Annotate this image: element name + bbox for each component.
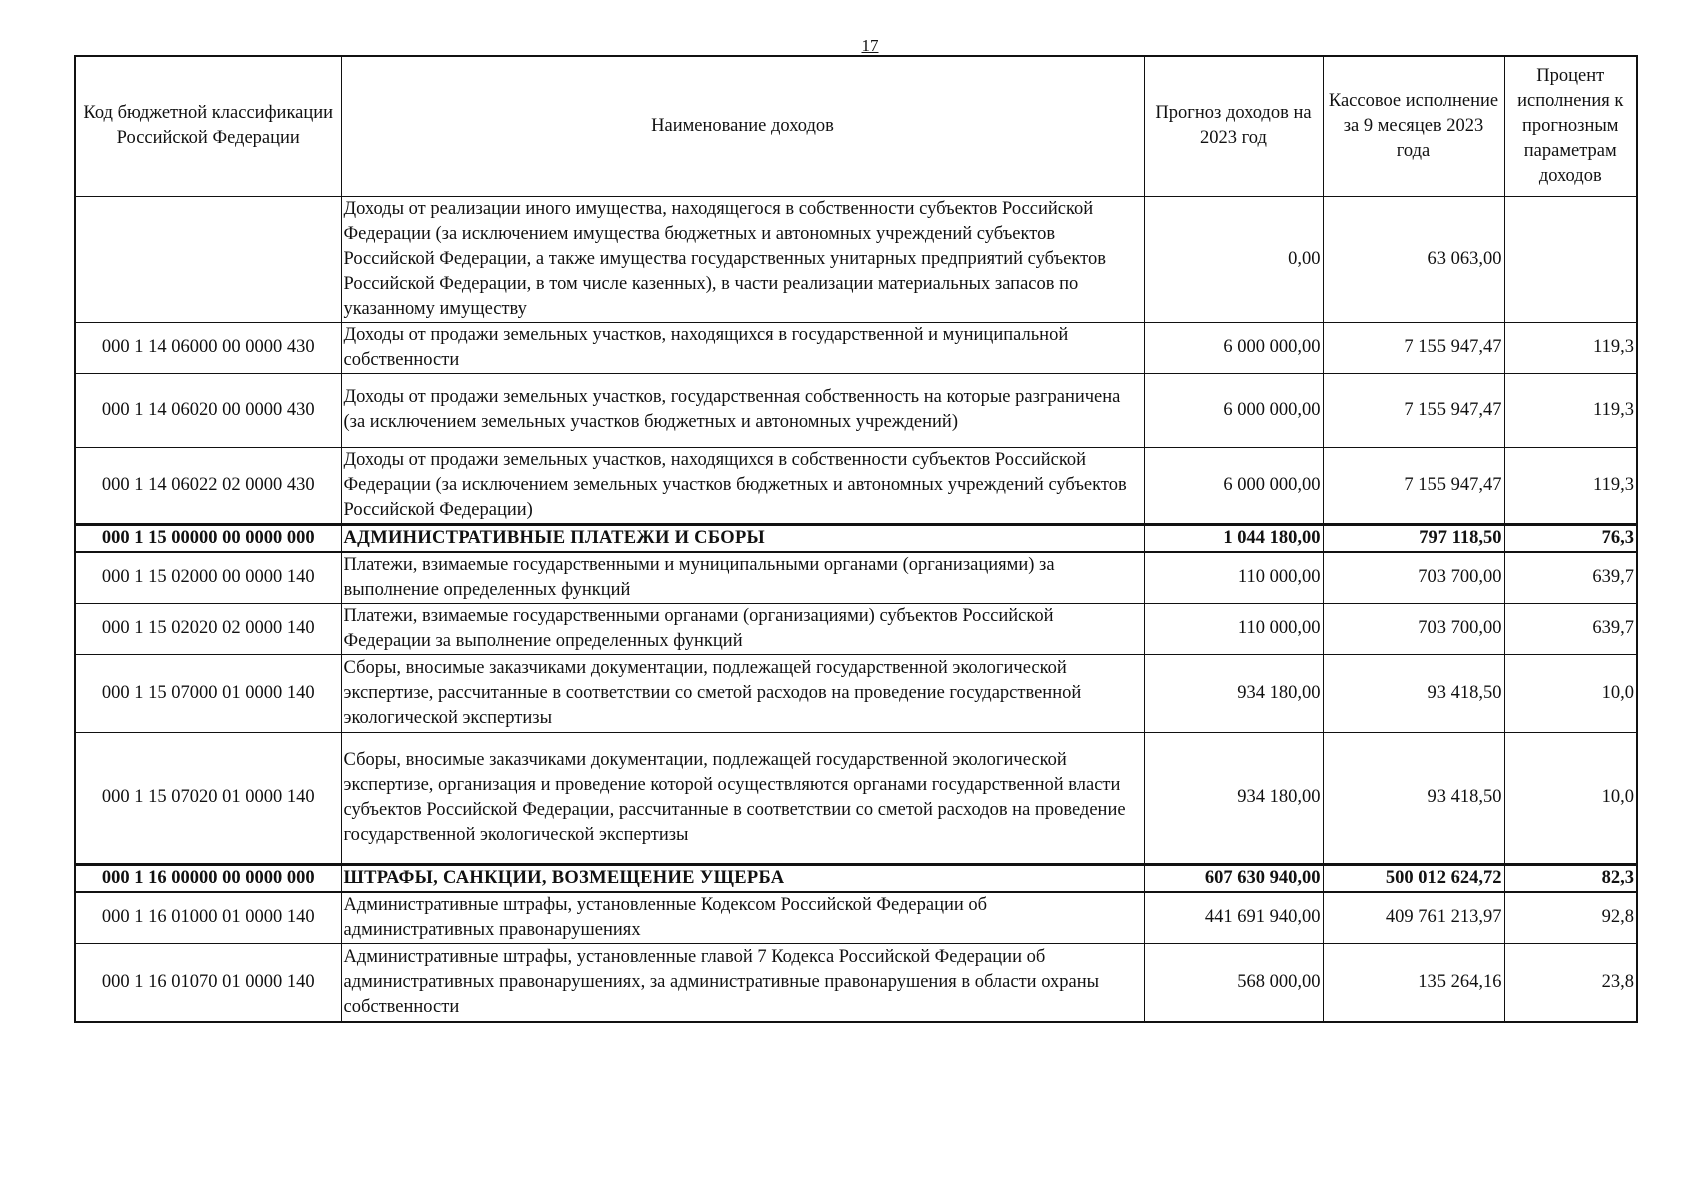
- table-row: [75, 373, 1637, 447]
- cell-code: 000 1 14 06020 00 0000 430: [75, 373, 341, 447]
- cell-name: Платежи, взимаемые государственными и муниципальными органами (организациями) за выполнение определенных функций: [341, 552, 1144, 604]
- cell-forecast: 6 000 000,00: [1144, 373, 1323, 447]
- header-percent: Процент исполнения к прогнозным параметрам доходов: [1504, 56, 1637, 196]
- cell-cash: 135 264,16: [1323, 944, 1504, 1022]
- table-row: [75, 447, 1637, 524]
- cell-code: 000 1 14 06022 02 0000 430: [75, 447, 341, 524]
- cell-code: 000 1 16 01070 01 0000 140: [75, 944, 341, 1022]
- cell-name: Доходы от продажи земельных участков, находящихся в собственности субъектов Российской Федерации (за исключением земельных участков бюджетных и автономных учреждений субъектов Российской Федерации): [341, 447, 1144, 524]
- table-row: [75, 603, 1637, 654]
- cell-forecast: 110 000,00: [1144, 603, 1323, 654]
- header-cash: Кассовое исполнение за 9 месяцев 2023 года: [1323, 56, 1504, 196]
- cell-forecast: 934 180,00: [1144, 732, 1323, 864]
- cell-percent: 119,3: [1504, 322, 1637, 373]
- cell-cash: 703 700,00: [1323, 603, 1504, 654]
- cell-name: Сборы, вносимые заказчиками документации, подлежащей государственной экологической экспертизе, организация и проведение которой осуществляются органами государственной власти субъектов Российской Федерации, рассчитанные в соответствии со сметой расходов на проведение государственной экологической экспертизы: [341, 732, 1144, 864]
- cell-cash: 93 418,50: [1323, 732, 1504, 864]
- cell-code: 000 1 16 00000 00 0000 000: [75, 864, 341, 892]
- cell-percent: 10,0: [1504, 732, 1637, 864]
- cell-cash: 63 063,00: [1323, 196, 1504, 322]
- cell-code: 000 1 15 02020 02 0000 140: [75, 603, 341, 654]
- page-number: 17: [861, 36, 879, 55]
- cell-forecast: 6 000 000,00: [1144, 447, 1323, 524]
- cell-cash: 797 118,50: [1323, 524, 1504, 552]
- table-row: [75, 552, 1637, 604]
- cell-percent: 82,3: [1504, 864, 1637, 892]
- table-row: [75, 322, 1637, 373]
- cell-name: Доходы от продажи земельных участков, находящихся в государственной и муниципальной собственности: [341, 322, 1144, 373]
- cell-percent: 23,8: [1504, 944, 1637, 1022]
- cell-percent: 639,7: [1504, 603, 1637, 654]
- income-table: [74, 55, 1638, 1023]
- header-code: Код бюджетной классификации Российской Федерации: [75, 56, 341, 196]
- cell-cash: 7 155 947,47: [1323, 373, 1504, 447]
- table-row: [75, 944, 1637, 1022]
- cell-forecast: 6 000 000,00: [1144, 322, 1323, 373]
- cell-cash: 7 155 947,47: [1323, 447, 1504, 524]
- table-row: [75, 654, 1637, 732]
- cell-name: Платежи, взимаемые государственными органами (организациями) субъектов Российской Федерации за выполнение определенных функций: [341, 603, 1144, 654]
- cell-name: Доходы от продажи земельных участков, государственная собственность на которые разграничена (за исключением земельных участков бюджетных и автономных учреждений): [341, 373, 1144, 447]
- cell-forecast: 934 180,00: [1144, 654, 1323, 732]
- cell-percent: 119,3: [1504, 447, 1637, 524]
- table-row: [75, 196, 1637, 322]
- cell-forecast: 441 691 940,00: [1144, 892, 1323, 944]
- cell-name: ШТРАФЫ, САНКЦИИ, ВОЗМЕЩЕНИЕ УЩЕРБА: [341, 864, 1144, 892]
- cell-percent: 76,3: [1504, 524, 1637, 552]
- cell-forecast: 110 000,00: [1144, 552, 1323, 604]
- table-header-row: [75, 56, 1637, 196]
- cell-percent: [1504, 196, 1637, 322]
- header-forecast: Прогноз доходов на 2023 год: [1144, 56, 1323, 196]
- table-row-section: [75, 864, 1637, 892]
- cell-name: Сборы, вносимые заказчиками документации, подлежащей государственной экологической экспертизе, рассчитанные в соответствии со сметой расходов на проведение государственной экологической экспертизы: [341, 654, 1144, 732]
- cell-code: 000 1 15 00000 00 0000 000: [75, 524, 341, 552]
- cell-name: Доходы от реализации иного имущества, находящегося в собственности субъектов Российской Федерации (за исключением имущества бюджетных и автономных учреждений субъектов Российской Федерации, а также имущества государственных унитарных предприятий субъектов Российской Федерации, в том числе казенных), в части реализации материальных запасов по указанному имуществу: [341, 196, 1144, 322]
- table-row-section: [75, 524, 1637, 552]
- cell-code: 000 1 15 07000 01 0000 140: [75, 654, 341, 732]
- cell-code: 000 1 15 02000 00 0000 140: [75, 552, 341, 604]
- cell-percent: 639,7: [1504, 552, 1637, 604]
- cell-percent: 119,3: [1504, 373, 1637, 447]
- cell-code: 000 1 14 06000 00 0000 430: [75, 322, 341, 373]
- table-row: [75, 892, 1637, 944]
- cell-cash: 409 761 213,97: [1323, 892, 1504, 944]
- cell-name: Административные штрафы, установленные главой 7 Кодекса Российской Федерации об административных правонарушениях, за административные правонарушения в области охраны собственности: [341, 944, 1144, 1022]
- cell-forecast: 607 630 940,00: [1144, 864, 1323, 892]
- cell-cash: 7 155 947,47: [1323, 322, 1504, 373]
- cell-name: АДМИНИСТРАТИВНЫЕ ПЛАТЕЖИ И СБОРЫ: [341, 524, 1144, 552]
- cell-cash: 703 700,00: [1323, 552, 1504, 604]
- cell-forecast: 1 044 180,00: [1144, 524, 1323, 552]
- cell-forecast: 568 000,00: [1144, 944, 1323, 1022]
- table-body: [75, 196, 1637, 1022]
- cell-code: 000 1 15 07020 01 0000 140: [75, 732, 341, 864]
- header-name: Наименование доходов: [341, 56, 1144, 196]
- cell-cash: 500 012 624,72: [1323, 864, 1504, 892]
- cell-code: 000 1 16 01000 01 0000 140: [75, 892, 341, 944]
- table-row: [75, 732, 1637, 864]
- cell-cash: 93 418,50: [1323, 654, 1504, 732]
- cell-forecast: 0,00: [1144, 196, 1323, 322]
- cell-code: [75, 196, 341, 322]
- cell-name: Административные штрафы, установленные Кодексом Российской Федерации об административных правонарушениях: [341, 892, 1144, 944]
- cell-percent: 92,8: [1504, 892, 1637, 944]
- cell-percent: 10,0: [1504, 654, 1637, 732]
